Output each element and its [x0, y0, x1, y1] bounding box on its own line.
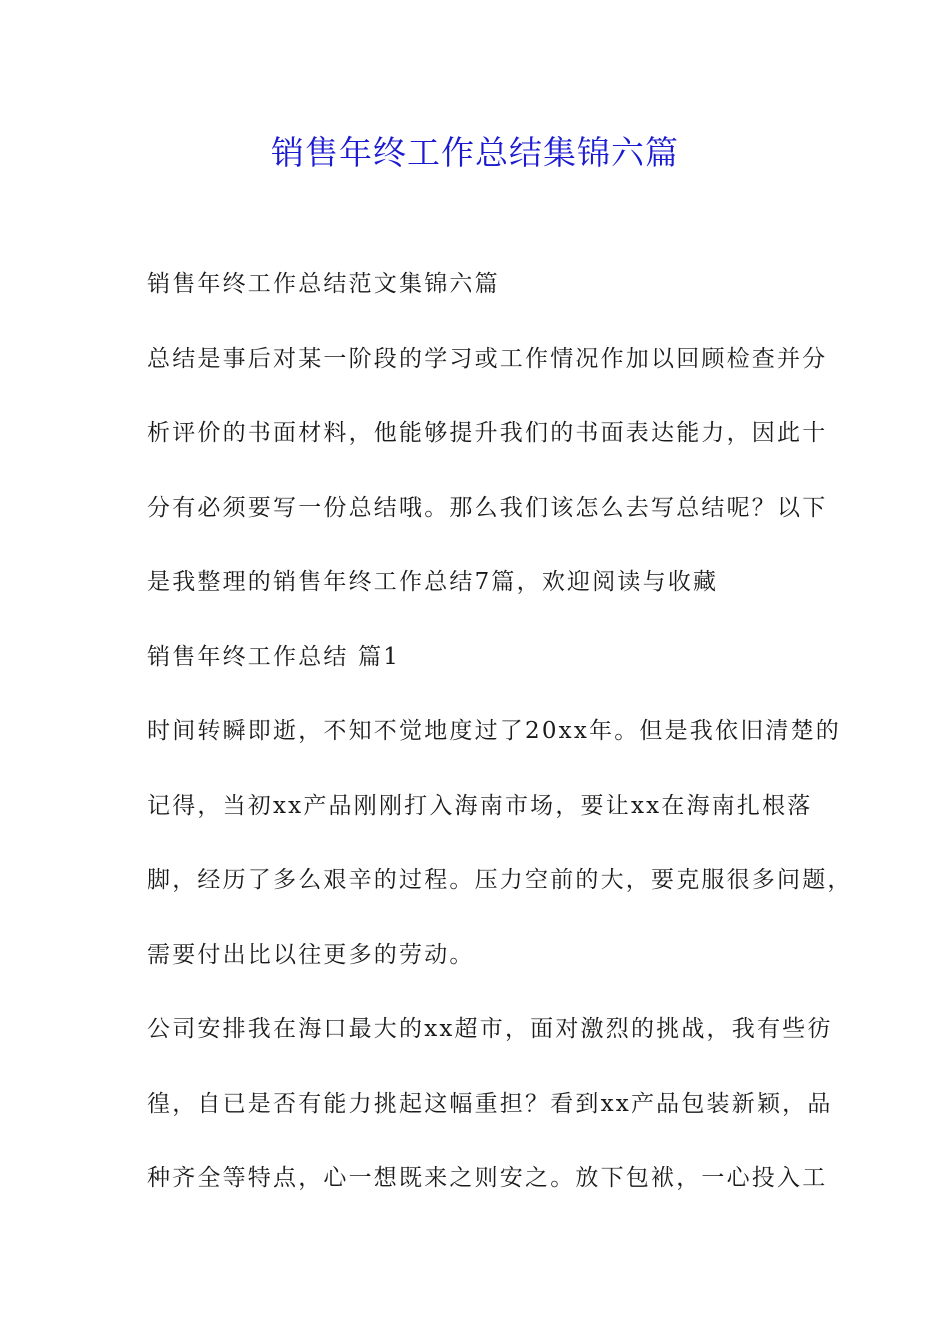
paragraph-line: 时间转瞬即逝，不知不觉地度过了20xx年。但是我依旧清楚的 — [147, 718, 842, 744]
document-title: 销售年终工作总结集锦六篇 — [271, 133, 679, 172]
paragraph-line: 是我整理的销售年终工作总结7篇，欢迎阅读与收藏 — [147, 569, 719, 595]
subtitle-line: 销售年终工作总结范文集锦六篇 — [147, 271, 500, 297]
paragraph-line: 公司安排我在海口最大的xx超市，面对激烈的挑战，我有些彷 — [147, 1016, 833, 1042]
section-heading: 销售年终工作总结 篇1 — [147, 643, 401, 670]
document-body — [147, 262, 853, 1231]
paragraph-line: 记得，当初xx产品刚刚打入海南市场，要让xx在海南扎根落 — [147, 792, 813, 819]
paragraph-line: 种齐全等特点，心一想既来之则安之。放下包袱，一心投入工 — [147, 1165, 828, 1191]
paragraph-line: 析评价的书面材料，他能够提升我们的书面表达能力，因此十 — [147, 420, 828, 446]
paragraph-line: 脚，经历了多么艰辛的过程。压力空前的大，要克服很多问题， — [147, 867, 853, 893]
paragraph-line: 分有必须要写一份总结哦。那么我们该怎么去写总结呢？以下 — [147, 494, 828, 521]
paragraph-line: 需要付出比以往更多的劳动。 — [147, 941, 475, 968]
paragraph-line: 总结是事后对某一阶段的学习或工作情况作加以回顾检查并分 — [147, 345, 828, 372]
paragraph-line: 徨，自已是否有能力挑起这幅重担？看到xx产品包装新颖，品 — [147, 1090, 833, 1117]
